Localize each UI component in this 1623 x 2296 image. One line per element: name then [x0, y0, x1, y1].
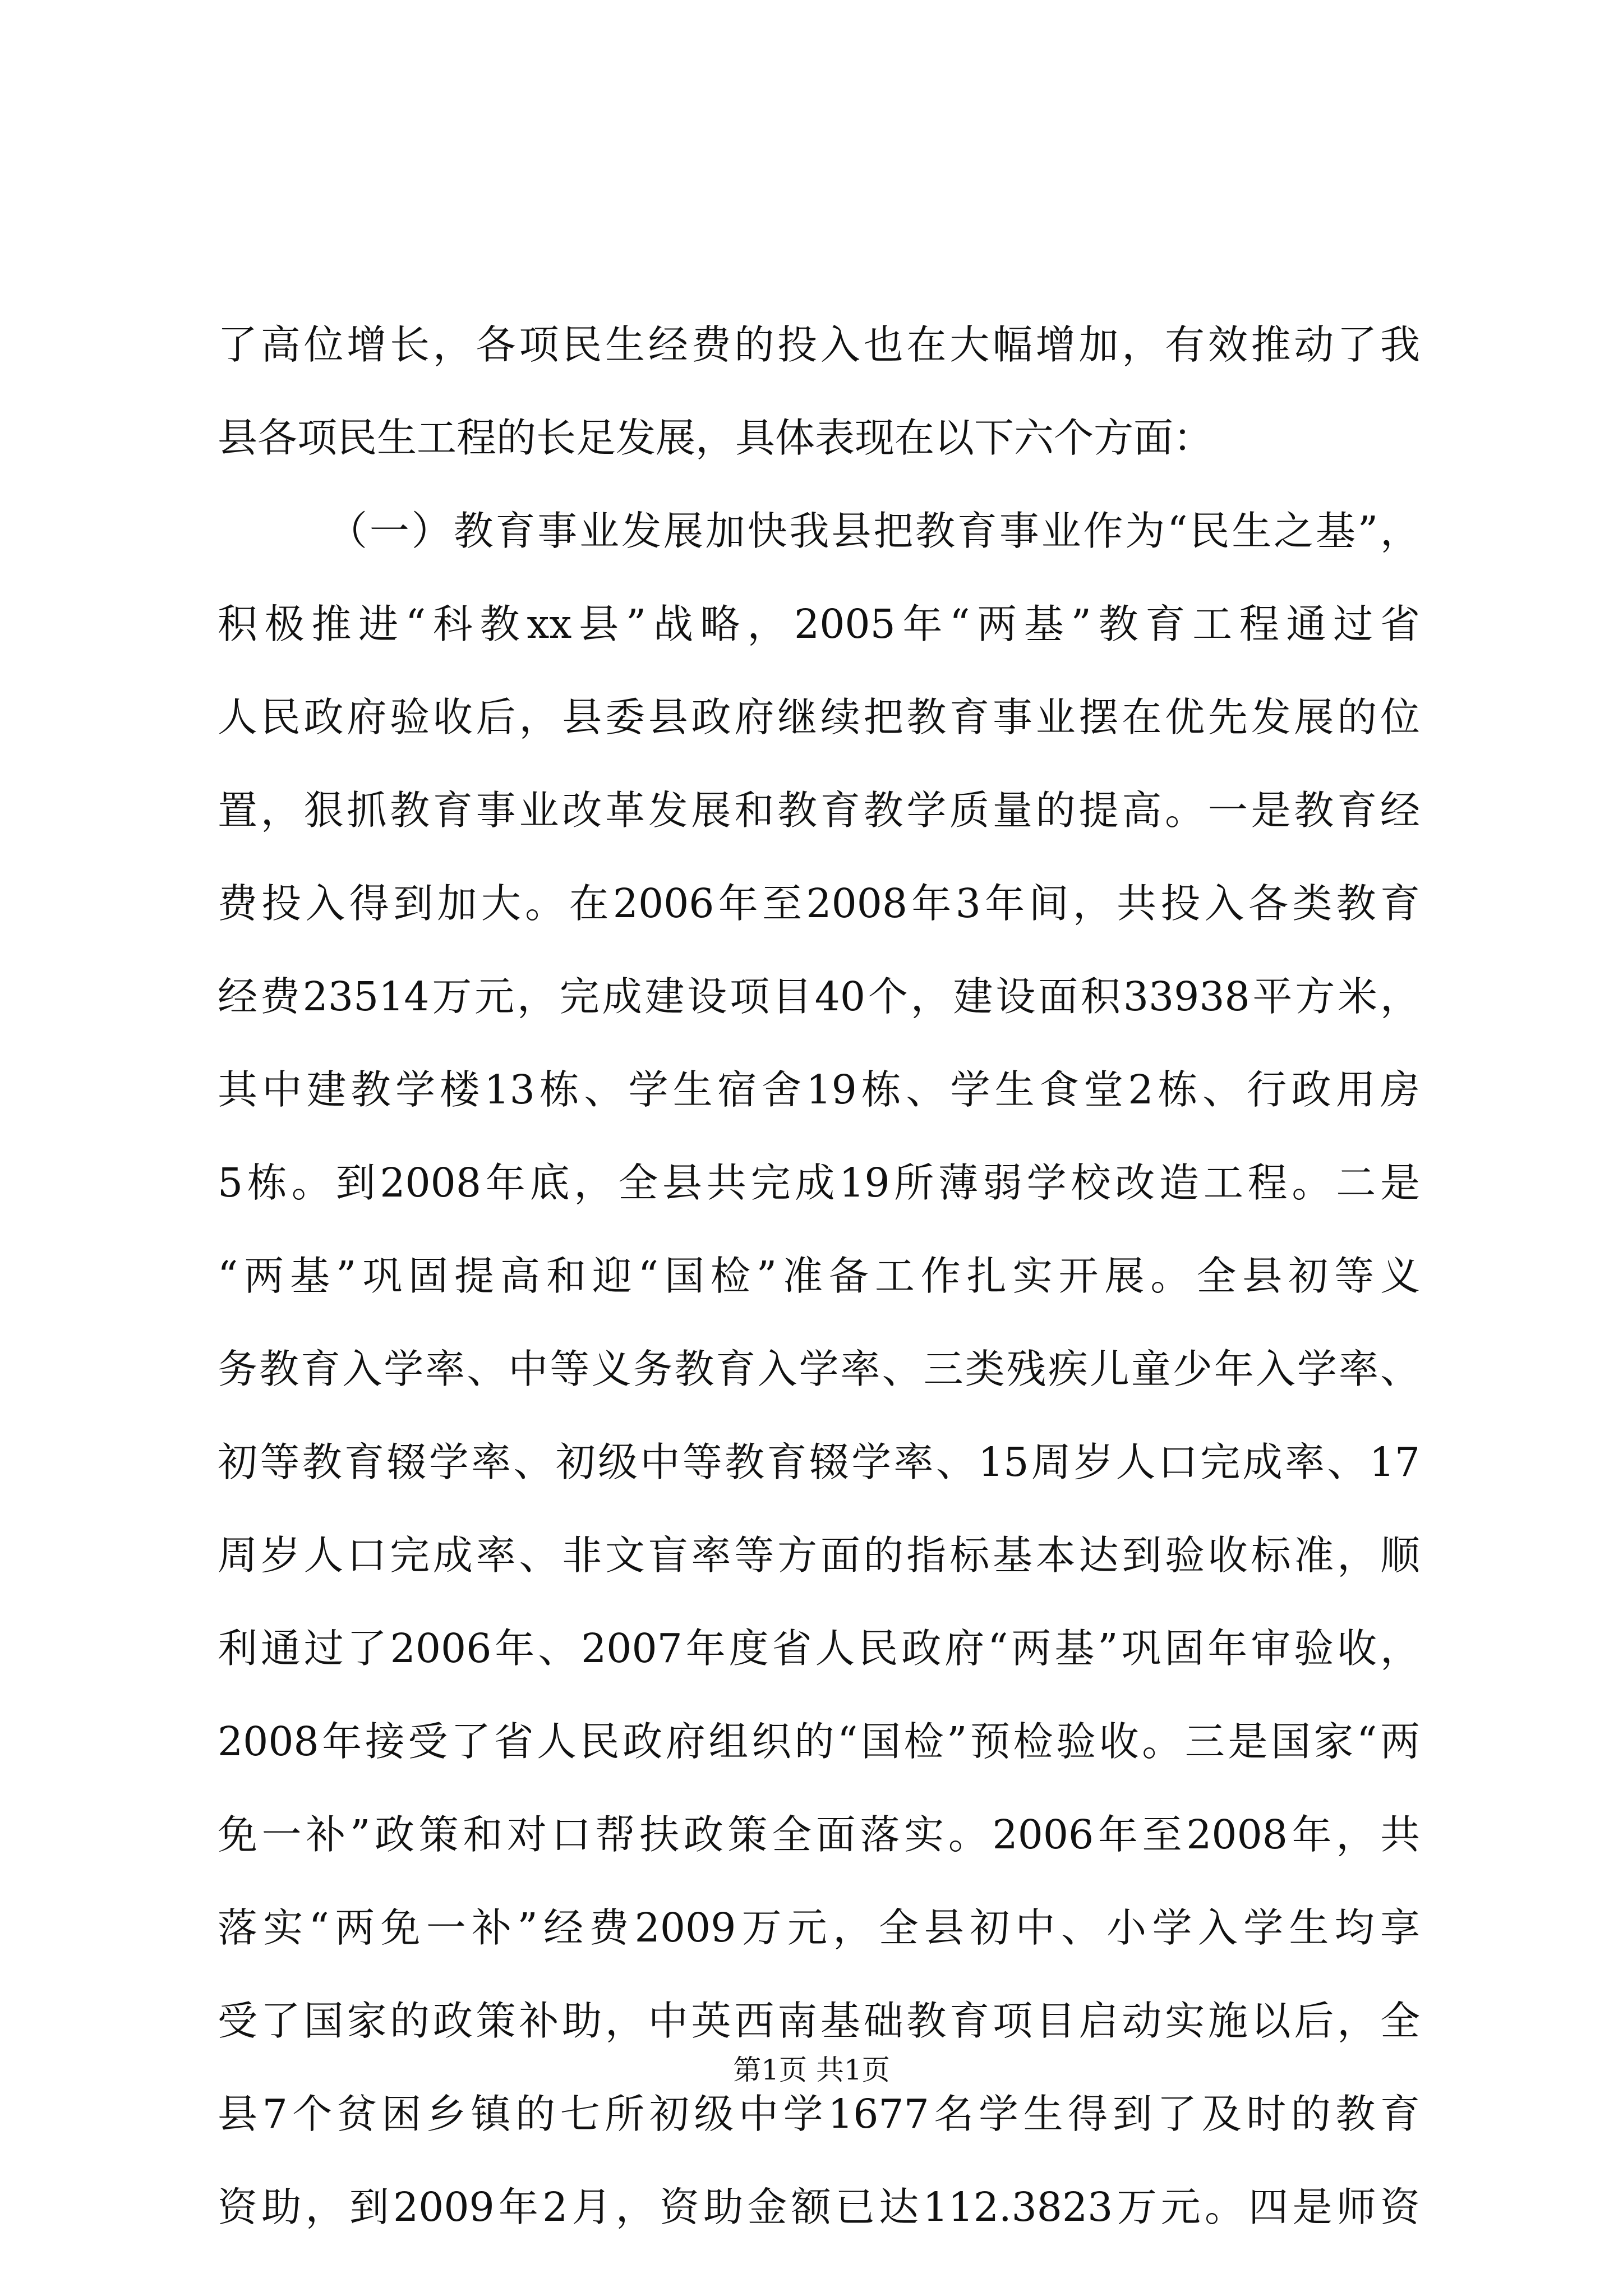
- text-line: 积极推进“科教xx县”战略，2005年“两基”教育工程通过省: [218, 601, 1420, 647]
- text-line: 受了国家的政策补助，中英西南基础教育项目启动实施以后，全: [218, 1998, 1420, 2044]
- text-line: “两基”巩固提高和迎“国检”准备工作扎实开展。全县初等义: [218, 1253, 1420, 1299]
- text-line: 经费23514万元，完成建设项目40个，建设面积33938平方米，: [218, 973, 1420, 1020]
- text-line: （一）教育事业发展加快我县把教育事业作为“民生之基”，: [328, 508, 1420, 554]
- text-line: 落实“两免一补”经费2009万元，全县初中、小学入学生均享: [218, 1904, 1420, 1951]
- text-line: 费投入得到加大。在2006年至2008年3年间，共投入各类教育: [218, 880, 1420, 927]
- text-line: 县7个贫困乡镇的七所初级中学1677名学生得到了及时的教育: [218, 2091, 1420, 2137]
- text-line: 初等教育辍学率、初级中等教育辍学率、15周岁人口完成率、17: [218, 1439, 1420, 1485]
- text-line: 2008年接受了省人民政府组织的“国检”预检验收。三是国家“两: [218, 1718, 1420, 1765]
- text-line: 置，狠抓教育事业改革发展和教育教学质量的提高。一是教育经: [218, 787, 1420, 834]
- page-number-footer: 第1页 共1页: [733, 2054, 890, 2086]
- text-line: 资助，到2009年2月，资助金额已达112.3823万元。四是师资: [218, 2184, 1420, 2230]
- body-text: [218, 298, 1420, 2254]
- text-line: 务教育入学率、中等义务教育入学率、三类残疾儿童少年入学率、: [218, 1346, 1420, 1392]
- text-line: 5栋。到2008年底，全县共完成19所薄弱学校改造工程。二是: [218, 1159, 1420, 1206]
- text-line: 县各项民生工程的长足发展，具体表现在以下六个方面：: [218, 415, 1214, 461]
- text-line: 周岁人口完成率、非文盲率等方面的指标基本达到验收标准，顺: [218, 1532, 1420, 1579]
- text-line: 其中建教学楼13栋、学生宿舍19栋、学生食堂2栋、行政用房: [218, 1066, 1420, 1113]
- text-line: 人民政府验收后，县委县政府继续把教育事业摆在优先发展的位: [218, 694, 1420, 740]
- text-line: 免一补”政策和对口帮扶政策全面落实。2006年至2008年，共: [218, 1811, 1420, 1858]
- text-line: 了高位增长，各项民生经费的投入也在大幅增加，有效推动了我: [218, 321, 1420, 368]
- text-line: 利通过了2006年、2007年度省人民政府“两基”巩固年审验收，: [218, 1625, 1420, 1672]
